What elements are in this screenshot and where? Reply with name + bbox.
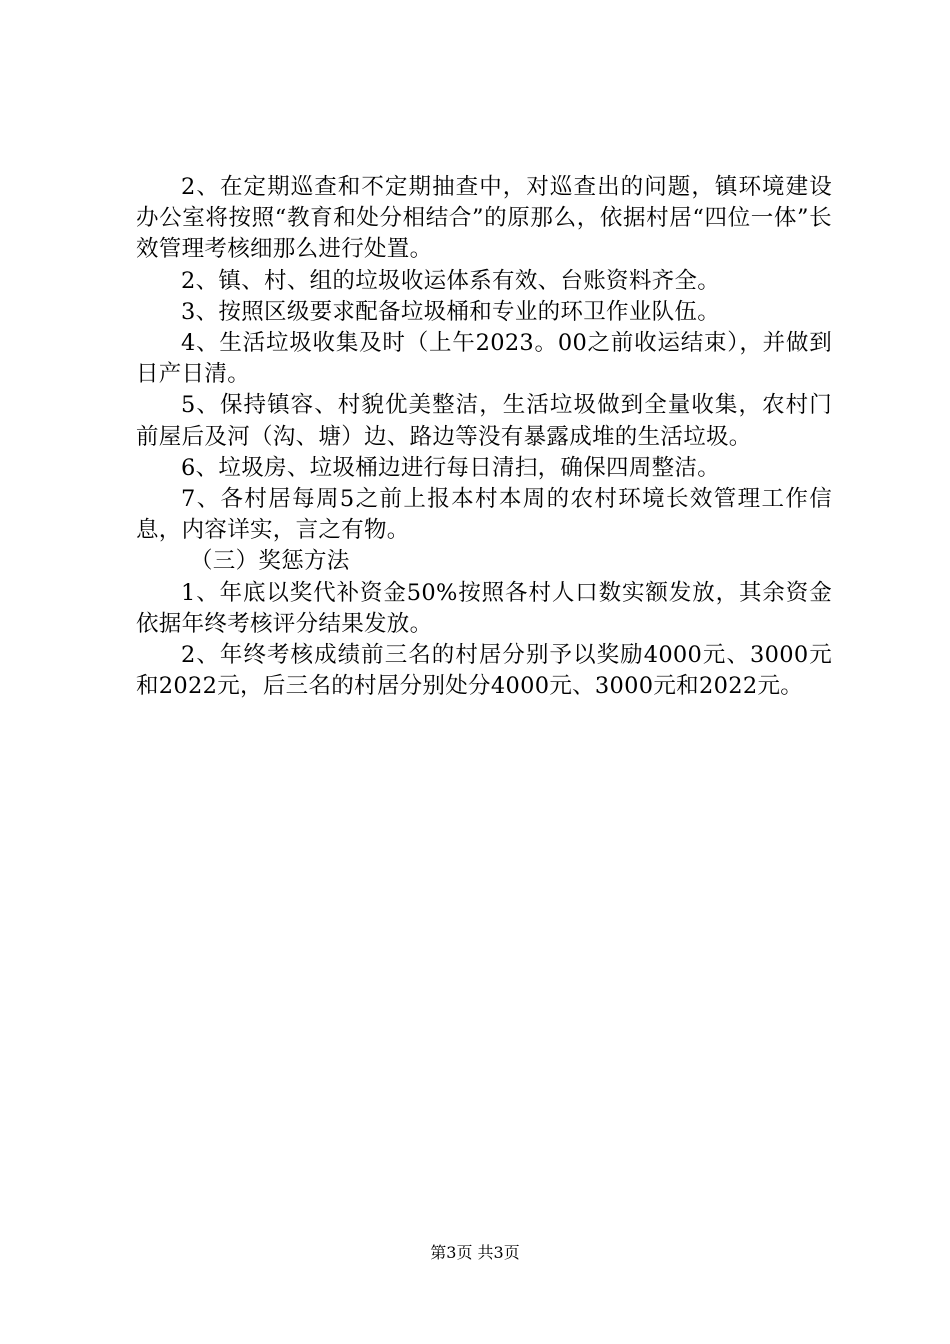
paragraph-inspection-handling: 2、在定期巡查和不定期抽查中，对巡查出的问题，镇环境建设办公室将按照“教育和处分相结合”的原那么，依据村居“四位一体”长效管理考核细那么进行处置。 [136, 174, 832, 263]
paragraph-bins-and-crew: 3、按照区级要求配备垃圾桶和专业的环卫作业队伍。 [181, 298, 721, 325]
paragraph-timely-collection: 4、生活垃圾收集及时（上午2023。00之前收运结束），并做到日产日清。 [136, 330, 832, 388]
paragraph-subsidy-funds: 1、年底以奖代补资金50%按照各村人口数实额发放，其余资金依据年终考核评分结果发放。 [136, 579, 832, 637]
paragraph-collection-system: 2、镇、村、组的垃圾收运体系有效、台账资料齐全。 [181, 267, 721, 294]
paragraph-weekly-report: 7、各村居每周5之前上报本村本周的农村环境长效管理工作信息，内容详实，言之有物。 [136, 486, 832, 544]
paragraph-daily-cleaning: 6、垃圾房、垃圾桶边进行每日清扫，确保四周整洁。 [181, 454, 721, 481]
section-heading-rewards: （三）奖惩方法 [190, 548, 350, 575]
page-footer: 第3页 共3页 [430, 1243, 520, 1262]
document-body [136, 172, 832, 702]
paragraph-ranking-rewards: 2、年终考核成绩前三名的村居分别予以奖励4000元、3000元和2022元，后三名的村居分别处分4000元、3000元和2022元。 [136, 642, 832, 700]
paragraph-town-appearance: 5、保持镇容、村貌优美整洁，生活垃圾做到全量收集，农村门前屋后及河（沟、塘）边、路边等没有暴露成堆的生活垃圾。 [136, 392, 832, 450]
